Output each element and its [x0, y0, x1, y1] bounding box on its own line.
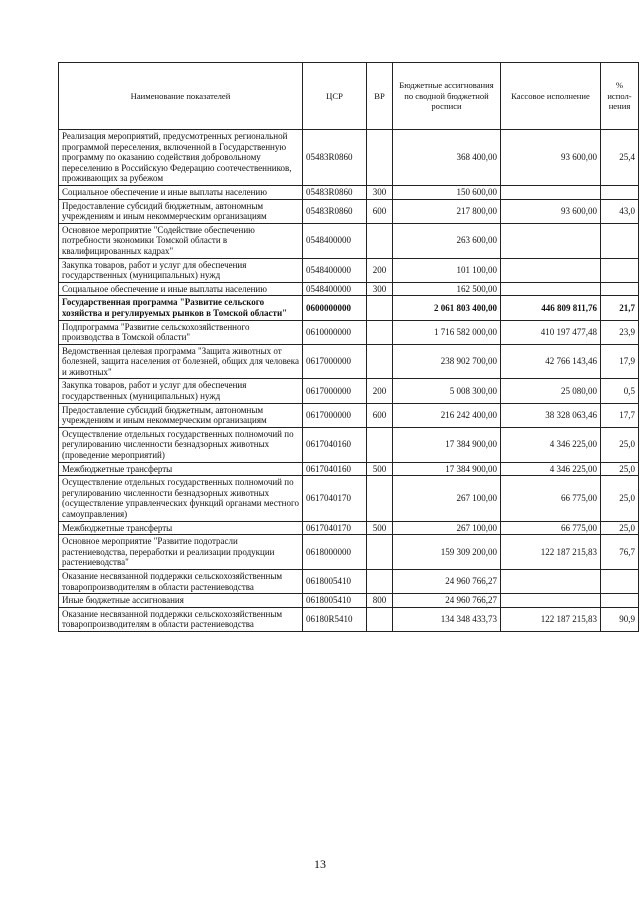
row-csr-cell: 05483R0860 — [303, 130, 367, 186]
row-name-cell: Межбюджетные трансферты — [59, 521, 303, 535]
table-body — [59, 130, 639, 632]
table-row — [59, 130, 639, 186]
table-row — [59, 427, 639, 462]
row-execution-cell — [501, 282, 601, 296]
row-assignment-cell: 159 309 200,00 — [393, 535, 501, 570]
table-row — [59, 462, 639, 476]
row-execution-cell: 66 775,00 — [501, 476, 601, 521]
row-vr-cell: 300 — [367, 282, 393, 296]
row-assignment-cell: 238 902 700,00 — [393, 344, 501, 379]
row-csr-cell: 05483R0860 — [303, 185, 367, 199]
row-percent-cell — [601, 185, 639, 199]
row-vr-cell — [367, 607, 393, 631]
table-row — [59, 320, 639, 344]
table-row — [59, 296, 639, 320]
row-csr-cell: 05483R0860 — [303, 199, 367, 223]
row-vr-cell: 200 — [367, 379, 393, 403]
row-assignment-cell: 263 600,00 — [393, 223, 501, 258]
row-percent-cell: 90,9 — [601, 607, 639, 631]
row-percent-cell — [601, 223, 639, 258]
row-assignment-cell: 162 500,00 — [393, 282, 501, 296]
row-assignment-cell: 267 100,00 — [393, 476, 501, 521]
row-csr-cell: 0548400000 — [303, 223, 367, 258]
row-percent-cell — [601, 258, 639, 282]
row-assignment-cell: 267 100,00 — [393, 521, 501, 535]
row-csr-cell: 0600000000 — [303, 296, 367, 320]
row-csr-cell: 0617000000 — [303, 344, 367, 379]
row-csr-cell: 0617040170 — [303, 476, 367, 521]
row-name-cell: Подпрограмма "Развитие сельскохозяйственного производства в Томской области" — [59, 320, 303, 344]
table-row — [59, 258, 639, 282]
row-execution-cell: 38 328 063,46 — [501, 403, 601, 427]
row-execution-cell: 25 080,00 — [501, 379, 601, 403]
row-percent-cell: 17,9 — [601, 344, 639, 379]
row-csr-cell: 0610000000 — [303, 320, 367, 344]
header-execution-percent: % испол-нения — [601, 63, 639, 130]
row-name-cell: Основное мероприятие "Содействие обеспечению потребности экономики Томской области в квалифицированных кадрах" — [59, 223, 303, 258]
row-csr-cell: 06180R5410 — [303, 607, 367, 631]
table-row — [59, 607, 639, 631]
row-vr-cell — [367, 296, 393, 320]
row-vr-cell — [367, 344, 393, 379]
header-vr: ВР — [367, 63, 393, 130]
table-row — [59, 223, 639, 258]
table-row — [59, 594, 639, 608]
table-row — [59, 199, 639, 223]
row-assignment-cell: 217 800,00 — [393, 199, 501, 223]
row-csr-cell: 0618005410 — [303, 594, 367, 608]
row-assignment-cell: 368 400,00 — [393, 130, 501, 186]
row-percent-cell: 25,0 — [601, 521, 639, 535]
header-csr: ЦСР — [303, 63, 367, 130]
row-assignment-cell: 150 600,00 — [393, 185, 501, 199]
row-execution-cell: 410 197 477,48 — [501, 320, 601, 344]
row-percent-cell — [601, 594, 639, 608]
row-assignment-cell: 134 348 433,73 — [393, 607, 501, 631]
row-execution-cell — [501, 569, 601, 593]
table-row — [59, 521, 639, 535]
page-number: 13 — [314, 857, 326, 871]
row-name-cell: Социальное обеспечение и иные выплаты населению — [59, 185, 303, 199]
row-vr-cell: 600 — [367, 403, 393, 427]
row-percent-cell: 25,0 — [601, 476, 639, 521]
row-assignment-cell: 5 008 300,00 — [393, 379, 501, 403]
row-name-cell: Закупка товаров, работ и услуг для обеспечения государственных (муниципальных) нужд — [59, 258, 303, 282]
row-csr-cell: 0548400000 — [303, 282, 367, 296]
row-csr-cell: 0618000000 — [303, 535, 367, 570]
row-name-cell: Межбюджетные трансферты — [59, 462, 303, 476]
row-csr-cell: 0618005410 — [303, 569, 367, 593]
row-percent-cell: 23,9 — [601, 320, 639, 344]
row-execution-cell: 42 766 143,46 — [501, 344, 601, 379]
row-assignment-cell: 2 061 803 400,00 — [393, 296, 501, 320]
row-vr-cell: 200 — [367, 258, 393, 282]
table-row — [59, 379, 639, 403]
row-assignment-cell: 24 960 766,27 — [393, 594, 501, 608]
row-name-cell: Ведомственная целевая программа "Защита животных от болезней, защита населения от болезней, общих для человека и животных" — [59, 344, 303, 379]
row-percent-cell: 43,0 — [601, 199, 639, 223]
row-percent-cell: 17,7 — [601, 403, 639, 427]
table-row — [59, 476, 639, 521]
row-assignment-cell: 17 384 900,00 — [393, 462, 501, 476]
row-name-cell: Предоставление субсидий бюджетным, автономным учреждениям и иным некоммерческим организациям — [59, 403, 303, 427]
row-csr-cell: 0617040160 — [303, 462, 367, 476]
row-name-cell: Осуществление отдельных государственных полномочий по регулированию численности безнадзорных животных (осуществление управленческих функций органами местного самоуправления) — [59, 476, 303, 521]
row-execution-cell: 93 600,00 — [501, 130, 601, 186]
row-name-cell: Государственная программа "Развитие сельского хозяйства и регулируемых рынков в Томской области" — [59, 296, 303, 320]
row-assignment-cell: 24 960 766,27 — [393, 569, 501, 593]
row-name-cell: Основное мероприятие "Развитие подотрасли растениеводства, переработки и реализации продукции растениеводства" — [59, 535, 303, 570]
row-percent-cell: 21,7 — [601, 296, 639, 320]
row-vr-cell — [367, 476, 393, 521]
table-row — [59, 535, 639, 570]
row-execution-cell: 122 187 215,83 — [501, 535, 601, 570]
row-name-cell: Социальное обеспечение и иные выплаты населению — [59, 282, 303, 296]
row-csr-cell: 0617040170 — [303, 521, 367, 535]
row-vr-cell: 800 — [367, 594, 393, 608]
row-csr-cell: 0617000000 — [303, 403, 367, 427]
header-assignments: Бюджетные ассигнования по сводной бюджетной росписи — [393, 63, 501, 130]
row-vr-cell — [367, 130, 393, 186]
row-csr-cell: 0617000000 — [303, 379, 367, 403]
row-percent-cell: 0,5 — [601, 379, 639, 403]
row-percent-cell — [601, 282, 639, 296]
row-execution-cell: 4 346 225,00 — [501, 427, 601, 462]
table-row — [59, 185, 639, 199]
table-row — [59, 282, 639, 296]
row-name-cell: Реализация мероприятий, предусмотренных региональной программой переселения, включенной в Государственную программу по оказанию содействия добровольному переселению в Российскую Федерацию соотечественников, проживающих за рубежом — [59, 130, 303, 186]
row-execution-cell — [501, 185, 601, 199]
row-assignment-cell: 1 716 582 000,00 — [393, 320, 501, 344]
table-row — [59, 344, 639, 379]
row-percent-cell — [601, 569, 639, 593]
row-vr-cell: 600 — [367, 199, 393, 223]
row-execution-cell — [501, 223, 601, 258]
row-execution-cell — [501, 258, 601, 282]
budget-execution-table — [58, 62, 639, 632]
row-vr-cell: 500 — [367, 521, 393, 535]
row-name-cell: Оказание несвязанной поддержки сельскохозяйственным товаропроизводителям в области растениеводства — [59, 569, 303, 593]
row-execution-cell — [501, 594, 601, 608]
row-percent-cell: 25,4 — [601, 130, 639, 186]
row-percent-cell: 25,0 — [601, 462, 639, 476]
row-vr-cell — [367, 569, 393, 593]
row-execution-cell: 66 775,00 — [501, 521, 601, 535]
row-percent-cell: 76,7 — [601, 535, 639, 570]
row-vr-cell — [367, 427, 393, 462]
row-name-cell: Оказание несвязанной поддержки сельскохозяйственным товаропроизводителям в области растениеводства — [59, 607, 303, 631]
table-row — [59, 403, 639, 427]
header-cash-execution: Кассовое исполнение — [501, 63, 601, 130]
row-csr-cell: 0617040160 — [303, 427, 367, 462]
row-vr-cell: 300 — [367, 185, 393, 199]
row-vr-cell — [367, 320, 393, 344]
table-header — [59, 63, 639, 130]
row-assignment-cell: 101 100,00 — [393, 258, 501, 282]
row-name-cell: Иные бюджетные ассигнования — [59, 594, 303, 608]
row-name-cell: Закупка товаров, работ и услуг для обеспечения государственных (муниципальных) нужд — [59, 379, 303, 403]
row-percent-cell: 25,0 — [601, 427, 639, 462]
row-vr-cell — [367, 535, 393, 570]
row-execution-cell: 4 346 225,00 — [501, 462, 601, 476]
row-assignment-cell: 17 384 900,00 — [393, 427, 501, 462]
row-execution-cell: 446 809 811,76 — [501, 296, 601, 320]
row-name-cell: Осуществление отдельных государственных полномочий по регулированию численности безнадзорных животных (проведение мероприятий) — [59, 427, 303, 462]
row-execution-cell: 93 600,00 — [501, 199, 601, 223]
row-execution-cell: 122 187 215,83 — [501, 607, 601, 631]
table-row — [59, 569, 639, 593]
row-vr-cell: 500 — [367, 462, 393, 476]
row-name-cell: Предоставление субсидий бюджетным, автономным учреждениям и иным некоммерческим организациям — [59, 199, 303, 223]
row-assignment-cell: 216 242 400,00 — [393, 403, 501, 427]
header-name: Наименование показателей — [59, 63, 303, 130]
row-vr-cell — [367, 223, 393, 258]
row-csr-cell: 0548400000 — [303, 258, 367, 282]
